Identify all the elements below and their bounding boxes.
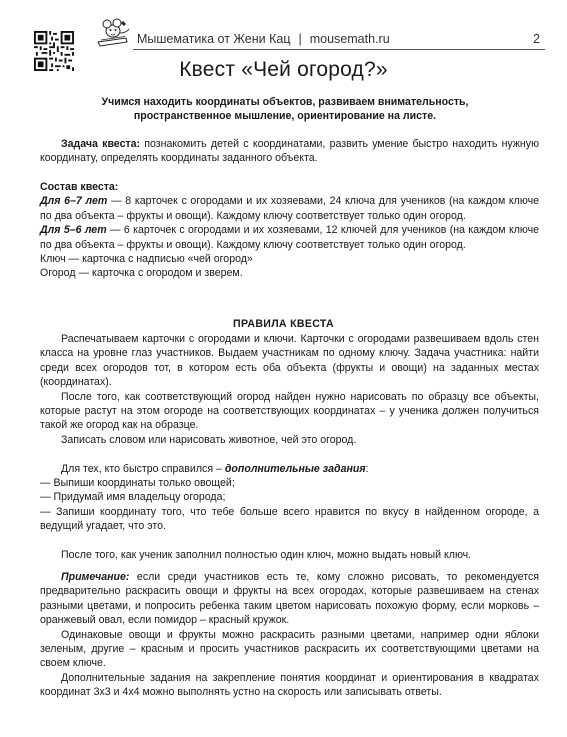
rules-section [40,332,539,562]
note-label: Примечание: [61,571,130,583]
age-6-7-label: Для 6–7 лет [40,195,108,208]
note-text: если среди участников есть те, кому сложно рисовать, то рекомендуется предварительно раскрасить овощи и фрукты на всех огородах, которые развешиваем на стенах разными цветами, и попросить ребенка таким цветом нарисовать похожую форму, если морковь – оранжевый овал, если помидор – красный кружок. [40,571,539,627]
page-number: 2 [533,32,540,46]
header-line [137,32,390,46]
subtitle-line-2: пространственное мышление, ориентирование на листе. [133,110,437,122]
age-5-6-item [40,223,539,252]
header-rule [133,49,545,50]
subtitle [60,95,510,123]
note-section [40,570,539,700]
age-5-6-label: Для 5–6 лет [40,224,107,237]
note-paragraph-2: Одинаковые овощи и фрукты можно раскрасить разными цветами, например одни яблоки зеленым, другие – красным и просить участников раскрасить их соответствующими цветами на своем ключе. [40,628,539,670]
extra-tasks-label: дополнительные задания [224,462,366,475]
rules-paragraph-1: Распечатываем карточки с огородами и ключи. Карточки с огородами развешиваем вдоль стен класса на уровне глаз участников. Выдаем участникам по одному ключу. Задача участника: найти среди всех огородов тот, в котором есть оба объекта (фрукты и овощи) на заданных местах (координатах). [40,333,539,389]
extra-task-item: — Придумай имя владельцу огорода; [40,491,226,504]
rules-paragraph-4: После того, как ученик заполнил полностью один ключ, можно выдать новый ключ. [61,549,472,562]
extra-task-item: — Выпиши координаты только овощей; [40,477,235,490]
key-definition: Ключ — карточка с надписью «чей огород» [40,253,253,266]
extra-tasks-intro: Для тех, кто быстро справился – дополнительные задания: [61,462,369,475]
site-link[interactable]: mousemath.ru [309,32,390,46]
page-title: Квест «Чей огород?» [179,58,388,81]
composition-section [40,180,539,281]
task-label: Задача квеста: [61,138,141,150]
age-5-6-text: — 6 карточек с огородами и их хозяевами, 12 ключей для учеников (на каждом ключе по два объекта – фрукты и овощи). Каждому ключу соответствует только один огород. [40,224,539,251]
rules-paragraph-2: После того, как соответствующий огород найден нужно нарисовать по образцу все объекты, которые растут на этом огороде на соответствующих координатах – у ученика должен получиться такой же огород как на образце. [40,390,539,432]
garden-definition: Огород — карточка с огородом и зверем. [40,267,243,280]
extra-task-item: — Запиши координату того, что тебе больше всего нравится по вкусу в найденном огороде, а ведущий угадает, что это. [40,505,539,533]
header-separator: | [298,32,302,46]
note-paragraph-3: Дополнительные задания на закрепление понятия координат и ориентирования в квадратах координат 3х3 и 4х4 можно выполнять устно на скорость или записывать ответы. [40,671,539,699]
subtitle-line-1: Учимся находить координаты объектов, развиваем внимательность, [101,96,469,108]
task-paragraph [40,137,539,166]
note-paragraph-1 [40,570,539,628]
rules-paragraph-3: Записать словом или нарисовать животное, чей это огород. [61,433,357,446]
composition-heading: Состав квеста: [40,181,119,193]
mouse-logo-icon [96,15,132,47]
age-6-7-text: — 8 карточек с огородами и их хозяевами, 24 ключа для учеников (на каждом ключе по два объекта – фрукты и овощи). Каждому ключу соответствует только один огород. [40,195,539,222]
rules-heading: ПРАВИЛА КВЕСТА [233,318,334,330]
task-text: познакомить детей с координатами, развить умение быстро находить нужную координату, определять координаты заданного объекта. [40,138,540,165]
brand-name: Мышематика от Жени Кац [137,32,291,46]
age-6-7-item [40,194,539,223]
